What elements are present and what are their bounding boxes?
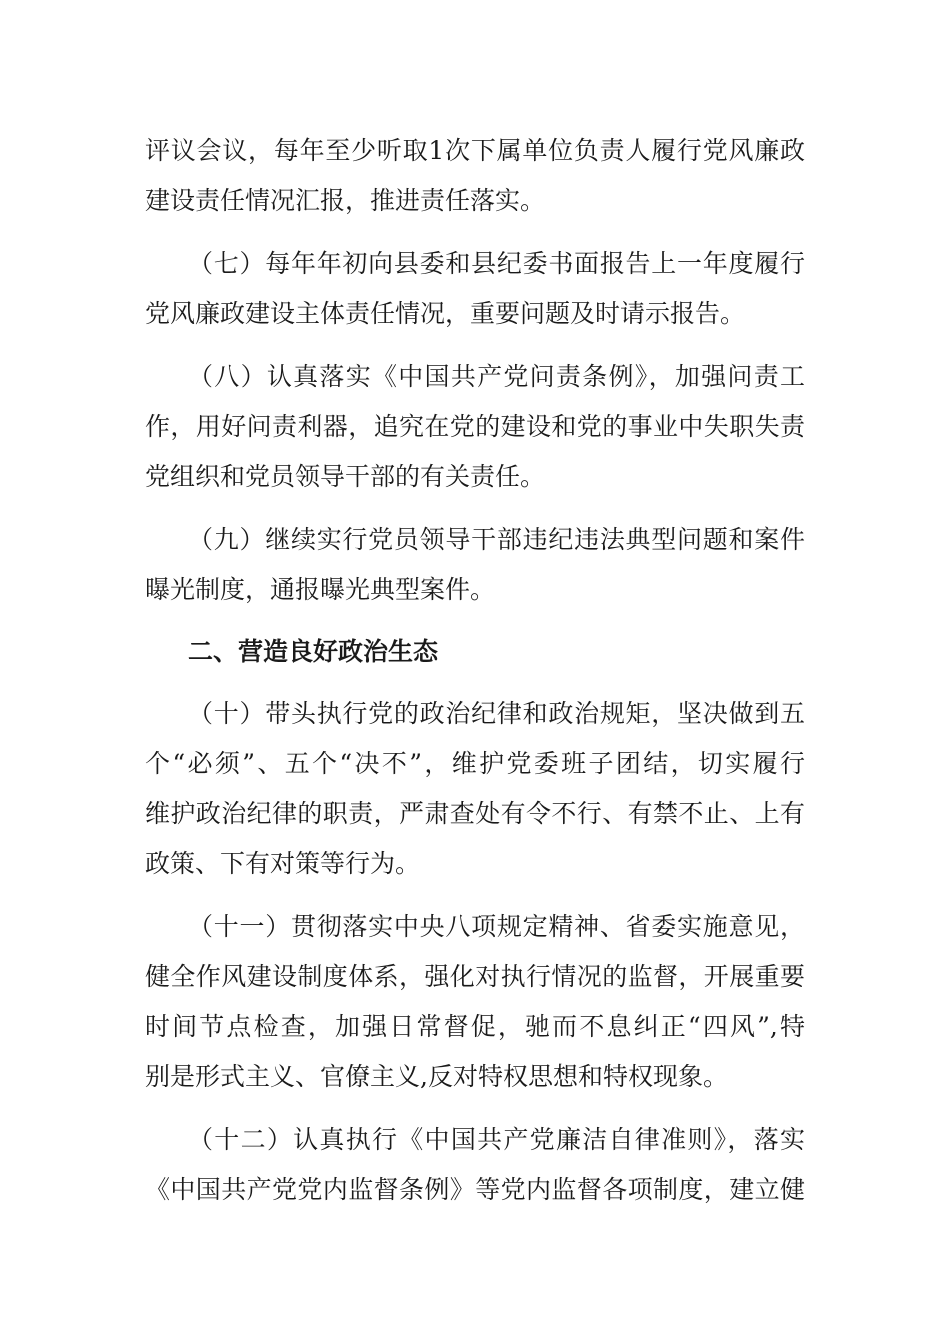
paragraph-line: （七）每年年初向县委和县纪委书面报告上一年度履行 xyxy=(188,249,805,278)
paragraph-line: 曝光制度，通报曝光典型案件。 xyxy=(145,575,496,604)
paragraph-line: （九）继续实行党员领导干部违纪违法典型问题和案件 xyxy=(188,525,805,554)
paragraph-line: 别是形式主义、官僚主义,反对特权思想和特权现象。 xyxy=(145,1062,728,1091)
paragraph-line: 党风廉政建设主体责任情况，重要问题及时请示报告。 xyxy=(145,299,746,328)
paragraph-line: （八）认真落实《中国共产党问责条例》，加强问责工 xyxy=(188,362,805,391)
paragraph-line: 时间节点检查，加强日常督促，驰而不息纠正“四风”,特 xyxy=(145,1012,805,1041)
paragraph-line: 作，用好问责利器，追究在党的建设和党的事业中失职失责 xyxy=(145,412,805,441)
paragraph-line: 评议会议，每年至少听取1次下属单位负责人履行党风廉政 xyxy=(145,136,805,165)
paragraph-line: （十）带头执行党的政治纪律和政治规矩，坚决做到五 xyxy=(188,699,805,728)
paragraph-line: 《中国共产党党内监督条例》等党内监督各项制度，建立健 xyxy=(145,1175,805,1204)
paragraph-line: 维护政治纪律的职责，严肃查处有令不行、有禁不止、上有 xyxy=(145,799,805,828)
paragraph-line: （十一）贯彻落实中央八项规定精神、省委实施意见， xyxy=(188,912,805,941)
section-heading: 二、营造良好政治生态 xyxy=(188,637,439,666)
paragraph-line: （十二）认真执行《中国共产党廉洁自律准则》，落实 xyxy=(188,1125,805,1154)
paragraph-line: 党组织和党员领导干部的有关责任。 xyxy=(145,462,546,491)
paragraph-line: 个“必须”、五个“决不”，维护党委班子团结，切实履行 xyxy=(145,749,805,778)
paragraph-line: 建设责任情况汇报，推进责任落实。 xyxy=(145,186,546,215)
paragraph-line: 政策、下有对策等行为。 xyxy=(145,849,421,878)
paragraph-line: 健全作风建设制度体系，强化对执行情况的监督，开展重要 xyxy=(145,962,805,991)
